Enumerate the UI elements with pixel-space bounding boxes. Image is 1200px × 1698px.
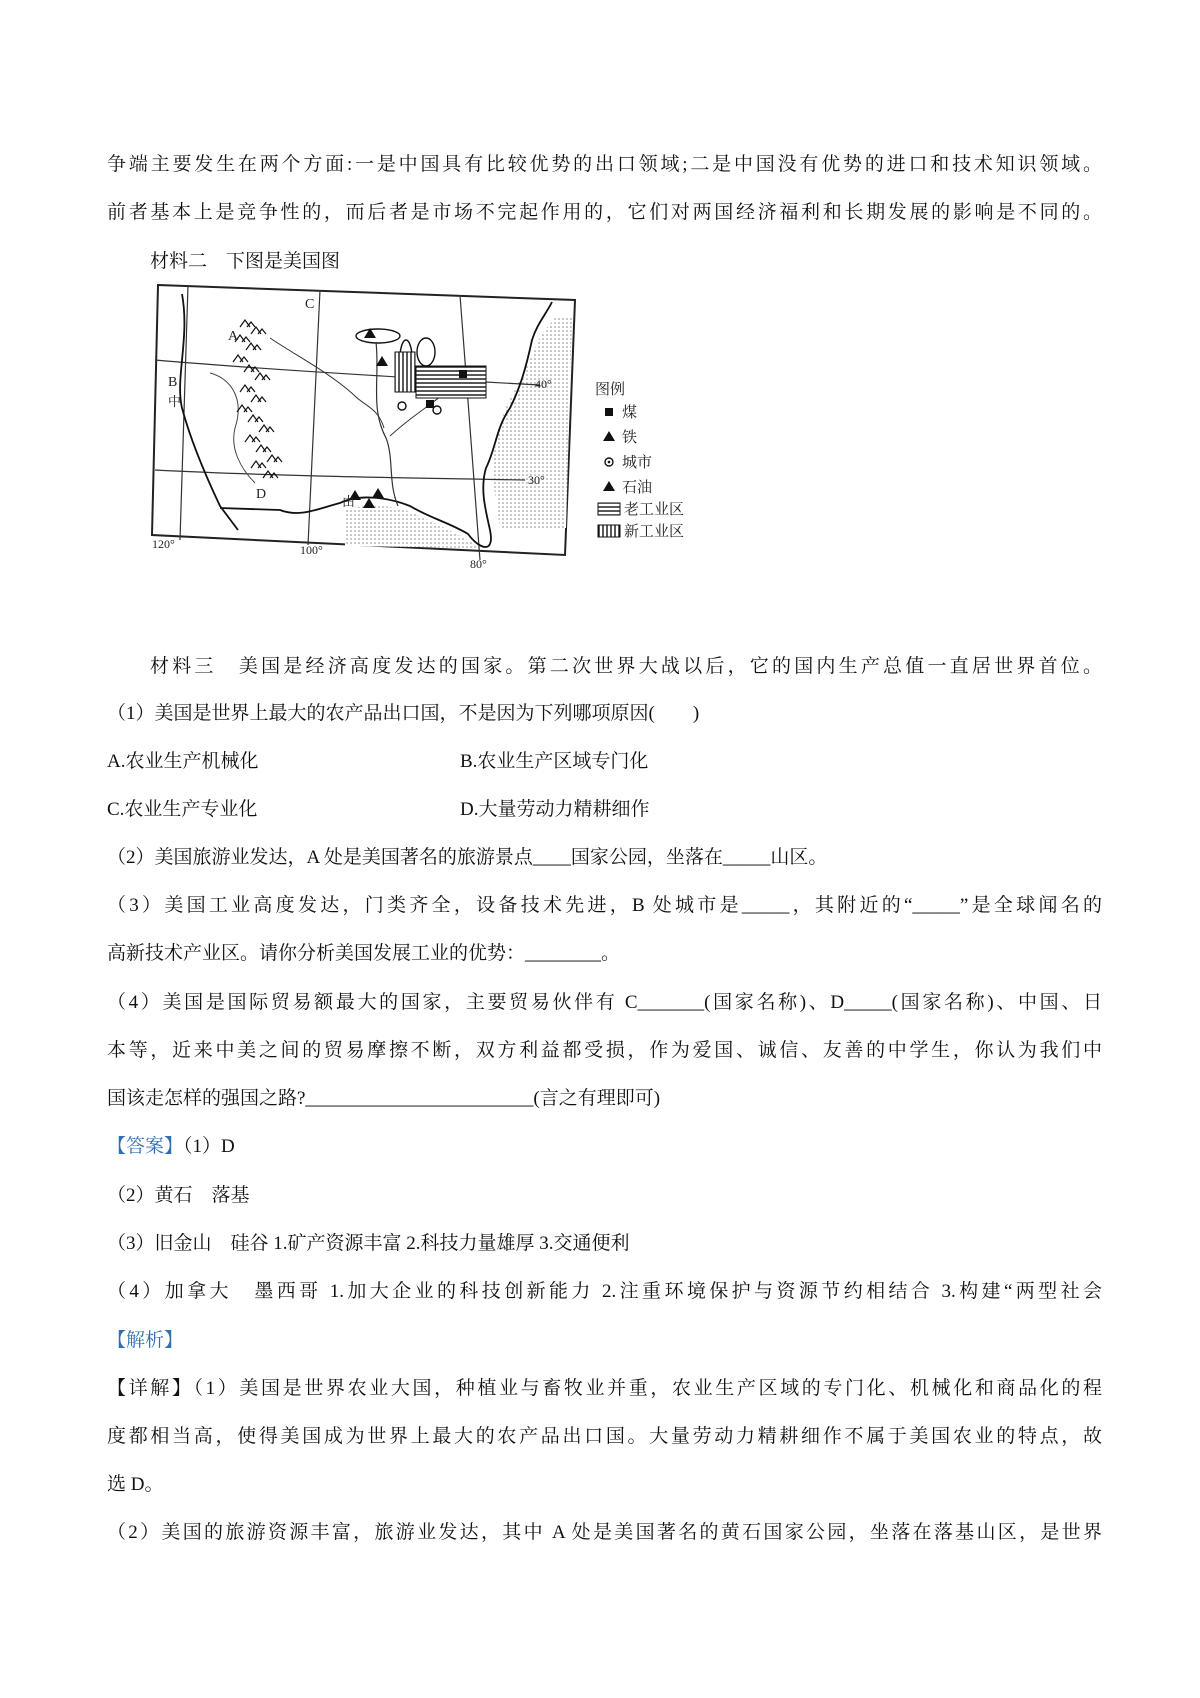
answer-4: （4）加拿大 墨西哥 1.加大企业的科技创新能力 2.注重环境保护与资源节约相结合 3.构建“两型社会 bbox=[107, 1281, 1102, 1302]
oil-mark bbox=[363, 498, 375, 508]
legend-coal-symbol bbox=[605, 408, 613, 416]
detail-line-4: （2）美国的旅游资源丰富，旅游业发达，其中 A 处是美国著名的黄石国家公园，坐落在落基山区，是世界 bbox=[107, 1522, 1102, 1543]
question-4-line-1: （4）美国是国际贸易额最大的国家，主要贸易伙伴有 C_______(国家名称)、D_____(国家名称)、中国、日 bbox=[107, 992, 1102, 1013]
city-mark bbox=[398, 402, 406, 410]
rocky-mountains bbox=[233, 320, 282, 478]
parallel-30 bbox=[155, 470, 525, 480]
analysis-label: 【解析】 bbox=[107, 1330, 184, 1351]
mountain-mark bbox=[240, 320, 255, 327]
legend-new-industry: 新工业区 bbox=[624, 524, 685, 540]
mountain-mark bbox=[237, 405, 252, 412]
mountain-mark bbox=[248, 415, 263, 422]
mountain-mark bbox=[251, 395, 266, 402]
mountain-mark bbox=[259, 425, 274, 432]
answer-1: （1）D bbox=[183, 1136, 235, 1157]
city-mark bbox=[433, 406, 441, 414]
legend-oil: 石油 bbox=[622, 480, 653, 496]
label-zhong: 中 bbox=[168, 394, 182, 409]
detail-line-2: 度都相当高，使得美国成为世界上最大的农产品出口国。大量劳动力精耕细作不属于美国农业的特点，故 bbox=[107, 1426, 1102, 1447]
option-d: D.大量劳动力精耕细作 bbox=[460, 799, 650, 820]
old-industrial-zone bbox=[416, 366, 486, 398]
mountain-mark bbox=[233, 355, 248, 362]
answer-line-1 bbox=[107, 1134, 235, 1160]
lon-120-label: 120° bbox=[152, 537, 175, 551]
question-3-line-2: 高新技术产业区。请你分析美国发展工业的优势：________。 bbox=[107, 943, 621, 964]
legend-new-industry-symbol bbox=[598, 525, 620, 537]
option-b: B.农业生产区域专门化 bbox=[460, 751, 649, 772]
label-b: B bbox=[168, 375, 178, 390]
legend-title: 图例 bbox=[595, 382, 626, 398]
legend-iron: 铁 bbox=[622, 430, 638, 446]
legend-coal: 煤 bbox=[622, 405, 638, 421]
mountain-mark bbox=[244, 365, 259, 372]
question-4-line-3: 国该走怎样的强国之路?________________________(言之有理即可) bbox=[107, 1088, 661, 1109]
atlantic-shading bbox=[493, 318, 572, 528]
answer-3: （3）旧金山 硅谷 1.矿产资源丰富 2.科技力量雄厚 3.交通便利 bbox=[107, 1233, 630, 1254]
iron-mark bbox=[376, 356, 388, 366]
label-c: C bbox=[305, 297, 315, 312]
legend-oil-symbol bbox=[603, 481, 615, 491]
mountain-mark bbox=[246, 343, 261, 350]
coal-mark bbox=[426, 400, 434, 408]
legend-city: 城市 bbox=[622, 455, 653, 471]
detail-text-1: （1）美国是世界农业大国，种植业与畜牧业并重，农业生产区域的专门化、机械化和商品化的程 bbox=[193, 1378, 1102, 1399]
legend-old-industry: 老工业区 bbox=[624, 502, 685, 518]
meridian-100 bbox=[308, 290, 320, 545]
material-three: 材料三 美国是经济高度发达的国家。第二次世界大战以后，它的国内生产总值一直居世界首位。 bbox=[150, 656, 1102, 677]
answer-2: （2）黄石 落基 bbox=[107, 1185, 250, 1206]
lon-80-label: 80° bbox=[470, 557, 487, 571]
lake-superior bbox=[356, 329, 400, 343]
question-1: （1）美国是世界上最大的农产品出口国，不是因为下列哪项原因( ) bbox=[107, 703, 700, 724]
meridian-80 bbox=[460, 295, 480, 560]
para-line-1: 争端主要发生在两个方面:一是中国具有比较优势的出口领域;二是中国没有优势的进口和技术知识领域。 bbox=[107, 154, 1102, 175]
mountain-mark bbox=[256, 445, 271, 452]
mountain-mark bbox=[267, 455, 282, 462]
coal-mark bbox=[459, 370, 467, 378]
question-3-line-1: （3）美国工业高度发达，门类齐全，设备技术先进，B 处城市是_____，其附近的“_____”是全球闻名的 bbox=[107, 895, 1102, 916]
label-d: D bbox=[256, 487, 267, 502]
answer-label: 【答案】 bbox=[107, 1136, 184, 1157]
mountain-mark bbox=[245, 435, 260, 442]
oil-mark bbox=[372, 488, 384, 498]
question-4-line-2: 本等，近来中美之间的贸易摩擦不断，双方利益都受损，作为爱国、诚信、友善的中学生，你认为我们中 bbox=[107, 1040, 1102, 1061]
label-you: 由 bbox=[342, 494, 356, 509]
missouri-river bbox=[270, 338, 384, 428]
label-a: A bbox=[228, 329, 239, 344]
lat-30-label: 30° bbox=[528, 473, 545, 487]
mountain-mark bbox=[251, 327, 266, 334]
lake-huron bbox=[417, 338, 435, 366]
mountain-mark bbox=[255, 373, 270, 380]
detail-line-1 bbox=[107, 1376, 1102, 1402]
legend-old-industry-symbol bbox=[598, 503, 620, 515]
mountain-mark bbox=[240, 385, 255, 392]
detail-line-3: 选 D。 bbox=[107, 1474, 164, 1495]
lon-100-label: 100° bbox=[300, 543, 323, 557]
question-2: （2）美国旅游业发达，A 处是美国著名的旅游景点____国家公园，坐落在_____山区。 bbox=[107, 847, 828, 868]
gulf-shading bbox=[345, 506, 480, 548]
option-a: A.农业生产机械化 bbox=[107, 751, 259, 772]
lat-40-label: 40° bbox=[535, 377, 552, 391]
mountain-mark bbox=[263, 471, 278, 478]
option-c: C.农业生产专业化 bbox=[107, 799, 258, 820]
usa-map bbox=[150, 278, 750, 578]
legend-city-symbol-inner bbox=[608, 461, 611, 464]
new-industrial-zone bbox=[395, 352, 415, 392]
material-two-heading: 材料二 下图是美国图 bbox=[150, 251, 341, 272]
legend-iron-symbol bbox=[603, 431, 615, 441]
para-line-2: 前者基本上是竞争性的，而后者是市场不完起作用的，它们对两国经济福利和长期发展的影响是不同的。 bbox=[107, 202, 1102, 223]
detail-label: 【详解】 bbox=[107, 1378, 194, 1399]
mountain-mark bbox=[251, 461, 266, 468]
